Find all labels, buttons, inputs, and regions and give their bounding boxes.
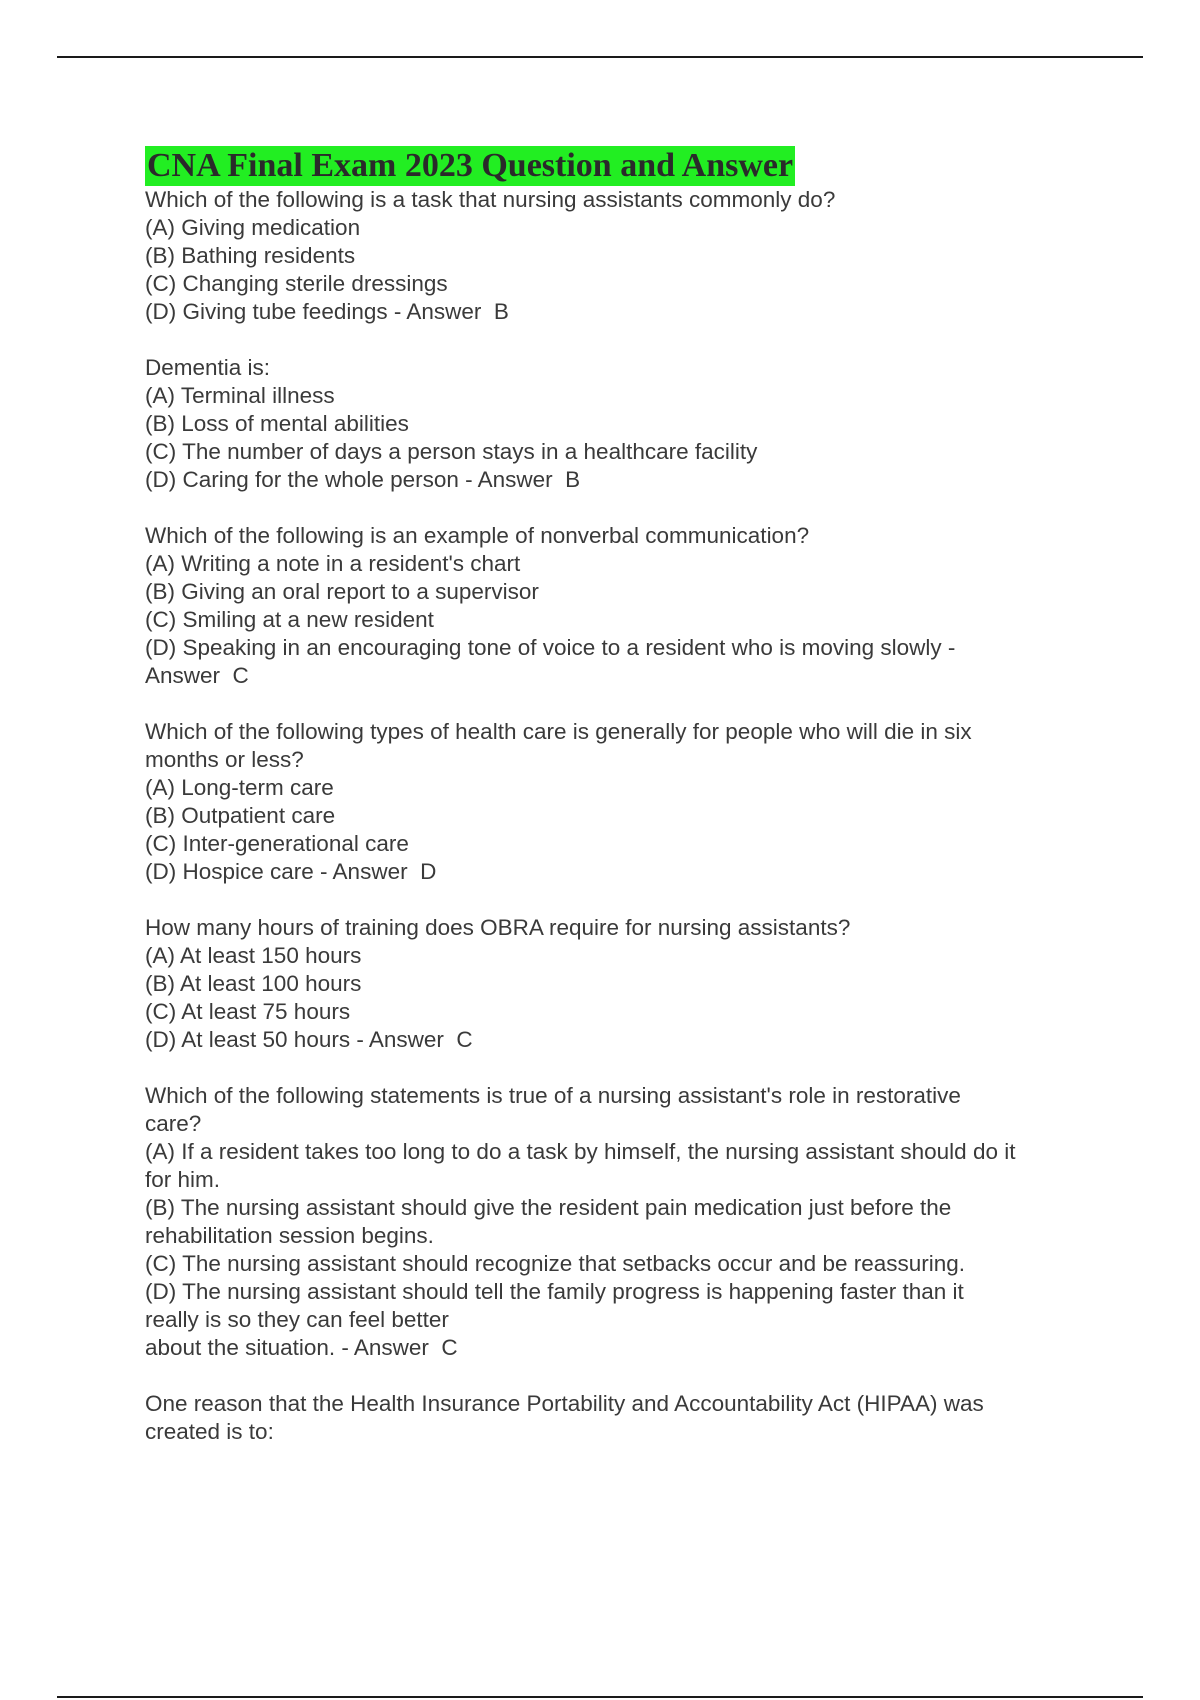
- answer-option: rehabilitation session begins.: [145, 1223, 434, 1248]
- answer-option: (B) Loss of mental abilities: [145, 411, 409, 436]
- answer-option: (B) Bathing residents: [145, 243, 356, 268]
- question-text: One reason that the Health Insurance Portability and Accountability Act (HIPAA) was: [145, 1391, 984, 1416]
- bottom-rule: [57, 1696, 1143, 1698]
- answer-option: (B) Outpatient care: [145, 803, 336, 828]
- document-body: [145, 146, 1085, 1446]
- spacer: [145, 886, 1085, 914]
- answer-option: (A) If a resident takes too long to do a task by himself, the nursing assistant should do it: [145, 1139, 1016, 1164]
- spacer: [145, 1362, 1085, 1390]
- question-block: [145, 522, 1085, 690]
- answer-option: (C) At least 75 hours: [145, 999, 351, 1024]
- question-text: Dementia is:: [145, 355, 271, 380]
- answer-option: about the situation. - Answer C: [145, 1335, 458, 1360]
- answer-option: Answer C: [145, 663, 249, 688]
- question-text: Which of the following statements is true of a nursing assistant's role in restorative: [145, 1083, 961, 1108]
- spacer: [145, 690, 1085, 718]
- answer-option: (D) At least 50 hours - Answer C: [145, 1027, 473, 1052]
- question-block: [145, 718, 1085, 886]
- question-block: [145, 354, 1085, 494]
- spacer: [145, 1054, 1085, 1082]
- question-text: created is to:: [145, 1419, 274, 1444]
- answer-option: (A) Terminal illness: [145, 383, 335, 408]
- answer-option: (D) Giving tube feedings - Answer B: [145, 299, 509, 324]
- answer-option: (C) Changing sterile dressings: [145, 271, 448, 296]
- question-block: [145, 914, 1085, 1054]
- question-text: Which of the following is a task that nursing assistants commonly do?: [145, 187, 836, 212]
- spacer: [145, 494, 1085, 522]
- answer-option: (A) Long-term care: [145, 775, 334, 800]
- answer-option: (C) The nursing assistant should recognize that setbacks occur and be reassuring.: [145, 1251, 966, 1276]
- answer-option: (D) Speaking in an encouraging tone of voice to a resident who is moving slowly -: [145, 635, 956, 660]
- answer-option: (B) The nursing assistant should give the resident pain medication just before the: [145, 1195, 952, 1220]
- answer-option: for him.: [145, 1167, 221, 1192]
- spacer: [145, 326, 1085, 354]
- question-text: How many hours of training does OBRA require for nursing assistants?: [145, 915, 851, 940]
- answer-option: (B) Giving an oral report to a supervisor: [145, 579, 539, 604]
- answer-option: (A) At least 150 hours: [145, 943, 362, 968]
- answer-option: (D) Caring for the whole person - Answer B: [145, 467, 581, 492]
- question-block: [145, 1390, 1085, 1446]
- answer-option: (C) Smiling at a new resident: [145, 607, 434, 632]
- document-title: CNA Final Exam 2023 Question and Answer: [147, 147, 794, 184]
- answer-option: really is so they can feel better: [145, 1307, 449, 1332]
- answer-option: (B) At least 100 hours: [145, 971, 362, 996]
- answer-option: (C) Inter-generational care: [145, 831, 409, 856]
- answer-option: (C) The number of days a person stays in a healthcare facility: [145, 439, 758, 464]
- question-text: care?: [145, 1111, 202, 1136]
- question-text: Which of the following types of health care is generally for people who will die in six: [145, 719, 972, 744]
- answer-option: (A) Writing a note in a resident's chart: [145, 551, 521, 576]
- question-text: months or less?: [145, 747, 304, 772]
- answer-option: (D) The nursing assistant should tell the family progress is happening faster than it: [145, 1279, 964, 1304]
- question-text: Which of the following is an example of nonverbal communication?: [145, 523, 810, 548]
- top-rule: [57, 56, 1143, 58]
- question-block: [145, 186, 1085, 326]
- answer-option: (A) Giving medication: [145, 215, 361, 240]
- question-block: [145, 1082, 1085, 1362]
- answer-option: (D) Hospice care - Answer D: [145, 859, 437, 884]
